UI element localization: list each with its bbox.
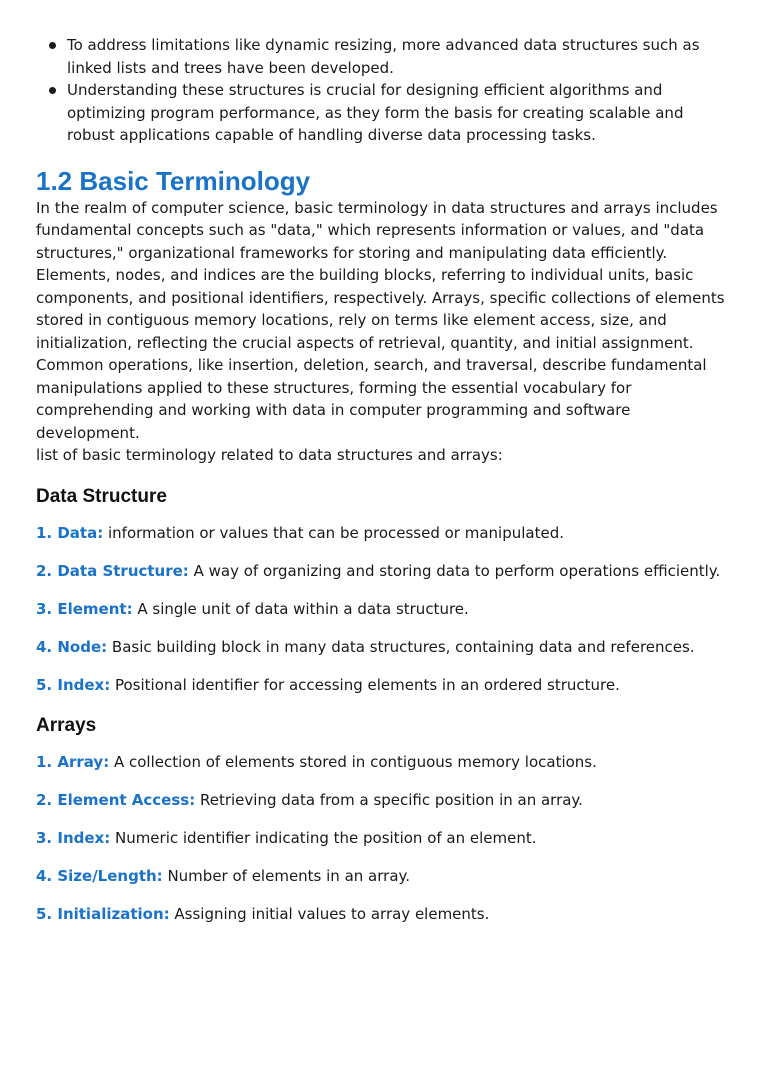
term-item [36, 751, 732, 774]
term-item [36, 522, 732, 545]
term-item [36, 789, 732, 812]
term-definition: Assigning initial values to array elements. [169, 905, 490, 923]
paragraph-operations: Common operations, like insertion, deletion, search, and traversal, describe fundamental manipulations applied to these structures, forming the essential vocabulary for comprehending and working with data in computer programming and software development. [36, 356, 707, 442]
bullet-dot-icon [49, 42, 56, 49]
data-structure-heading: Data Structure [36, 485, 167, 507]
term-label: 3. Index: [36, 829, 111, 847]
paragraph-list-intro: list of basic terminology related to data structures and arrays: [36, 446, 503, 464]
paragraph-elements: Elements, nodes, and indices are the building blocks, referring to individual units, basic components, and positional identifiers, respectively. Arrays, specific collections of elements stored in contiguous memory locations, rely on terms like element access, size, and initialization, reflecting the crucial aspects of retrieval, quantity, and initial assignment. [36, 266, 725, 352]
term-label: 5. Initialization: [36, 905, 170, 923]
term-item [36, 827, 732, 850]
term-definition: A way of organizing and storing data to perform operations efficiently. [188, 561, 721, 580]
term-label: 3. Element: [36, 599, 133, 618]
arrays-heading: Arrays [36, 715, 97, 736]
term-definition: Number of elements in an array. [162, 867, 411, 885]
bullet-item [36, 79, 732, 147]
term-label: 2. Data Structure: [36, 561, 189, 580]
term-label: 4. Size/Length: [36, 867, 163, 885]
term-label: 1. Data: [36, 523, 104, 542]
term-label: 2. Element Access: [36, 791, 196, 809]
term-item [36, 636, 732, 659]
term-item [36, 598, 732, 621]
term-definition: Basic building block in many data structures, containing data and references. [107, 637, 695, 656]
term-definition: Retrieving data from a specific position in an array. [195, 791, 583, 809]
term-label: 4. Node: [36, 637, 108, 656]
bullet-dot-icon [49, 87, 56, 94]
paragraph-intro: In the realm of computer science, basic terminology in data structures and arrays includes fundamental concepts such as "data," which represents information or values, and "data structures," organizational frameworks for storing and manipulating data efficiently. [36, 198, 718, 262]
bullet-list [36, 34, 732, 147]
term-definition: information or values that can be processed or manipulated. [103, 523, 565, 542]
bullet-item [36, 34, 732, 79]
term-item [36, 674, 732, 697]
term-label: 1. Array: [36, 753, 110, 771]
term-item [36, 865, 732, 888]
term-item [36, 903, 732, 926]
term-definition: Numeric identifier indicating the position of an element. [110, 829, 537, 847]
bullet-text: To address limitations like dynamic resizing, more advanced data structures such as linked lists and trees have been developed. [67, 36, 700, 77]
term-definition: A single unit of data within a data structure. [132, 599, 469, 618]
term-definition: Positional identifier for accessing elements in an ordered structure. [110, 675, 620, 694]
term-label: 5. Index: [36, 675, 111, 694]
term-definition: A collection of elements stored in contiguous memory locations. [109, 753, 597, 771]
term-item [36, 560, 732, 583]
bullet-text: Understanding these structures is crucial for designing efficient algorithms and optimizing program performance, as they form the basis for creating scalable and robust applications capable of handling diverse data processing tasks. [67, 81, 684, 144]
section-title: 1.2 Basic Terminology [36, 165, 311, 196]
